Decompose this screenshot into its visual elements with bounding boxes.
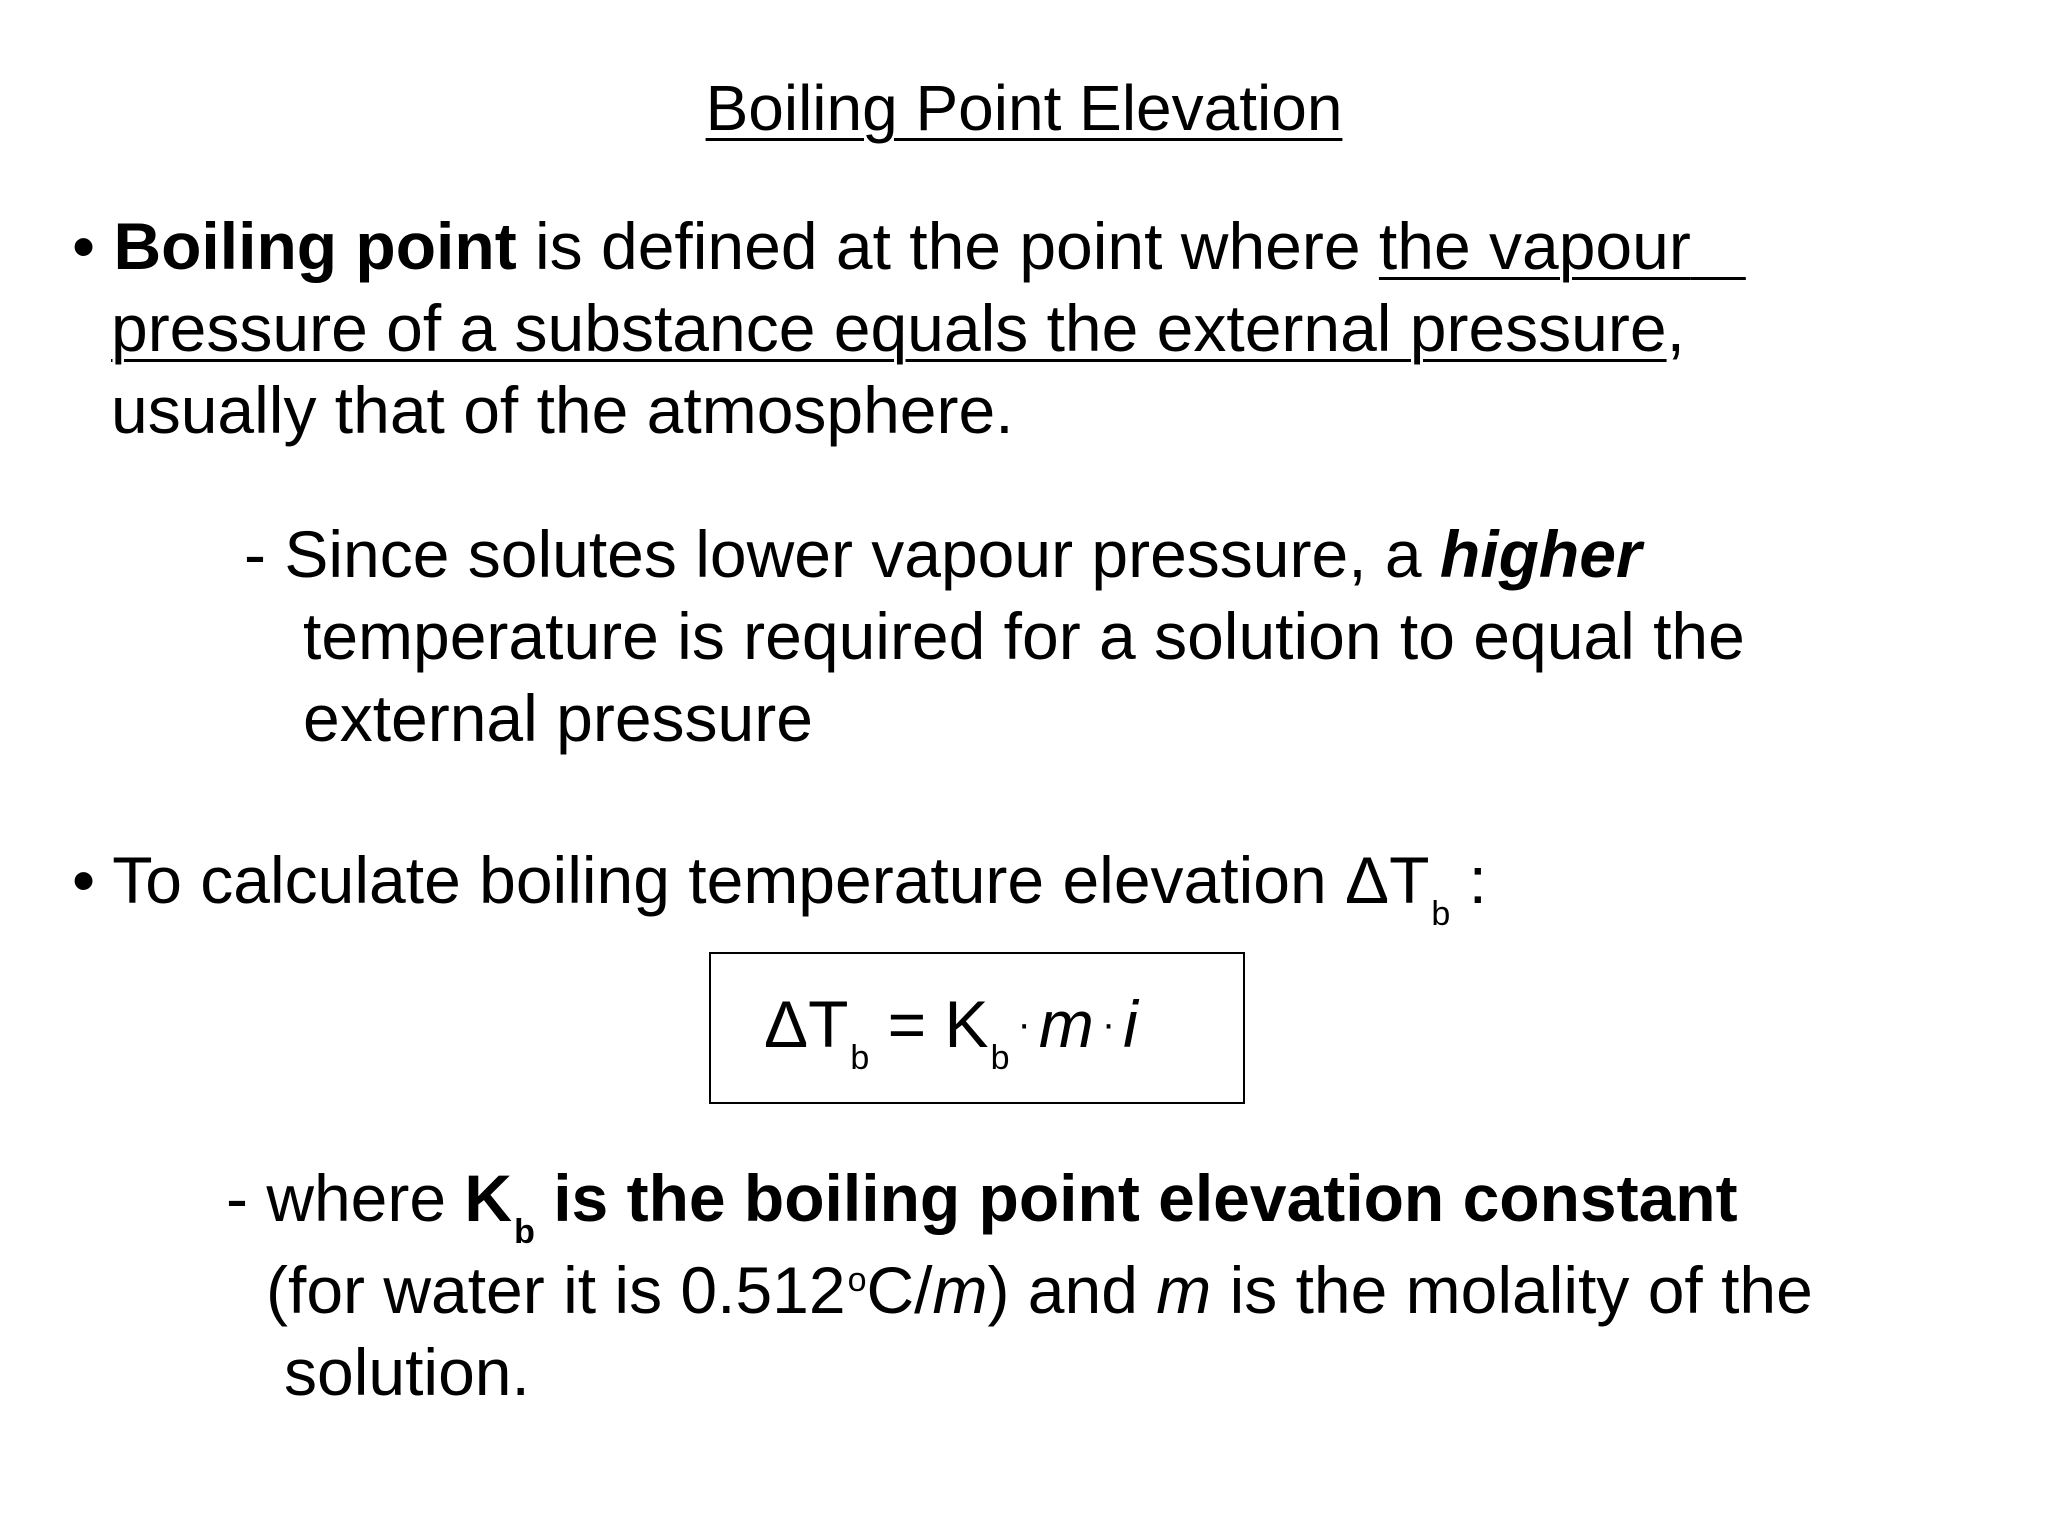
formula-m: m [1038, 987, 1094, 1061]
slide-title-text: Boiling Point Elevation [705, 72, 1343, 144]
sub2-line2-c: ) and [987, 1253, 1157, 1327]
bullet1-text2: , [1666, 291, 1685, 365]
sub2-line2-a: (for water it is 0.512 [266, 1253, 846, 1327]
bullet1-underlined1: the vapour [1378, 209, 1691, 283]
bullet2-text: To calculate boiling temperature elevation ΔT [95, 843, 1430, 917]
sub2-k: K [464, 1161, 513, 1235]
bullet2-line [72, 840, 1487, 932]
formula-k-sub: b [990, 1039, 1010, 1077]
higher-emphasis: higher [1439, 517, 1642, 591]
sub2-bold-rest: is the boiling point elevation constant [534, 1161, 1738, 1235]
slide-title [0, 68, 2048, 148]
sub1-line1 [244, 514, 1642, 594]
bullet2-colon: : [1450, 843, 1487, 917]
sub1-text1: Since solutes lower vapour pressure, a [284, 517, 1440, 591]
bullet1-line3: usually that of the atmosphere. [111, 373, 1014, 447]
sub2-m: m [1156, 1253, 1212, 1327]
sub2-line2-d: is the molality of the [1211, 1253, 1813, 1327]
formula-i: i [1123, 987, 1138, 1061]
sub1-dash: - [244, 517, 285, 591]
bullet1-underlined2: pressure of a substance equals the external pressure [111, 291, 1667, 365]
bullet2-marker: • [72, 843, 96, 917]
sub2-k-sub: b [514, 1213, 535, 1251]
boiling-point-term: Boiling point [113, 209, 517, 283]
sub2-line2 [266, 1250, 1813, 1342]
sub2-line1 [226, 1158, 1738, 1250]
sub2-line3: solution. [284, 1335, 530, 1409]
formula-lhs: ΔT [764, 987, 849, 1061]
formula [764, 984, 1138, 1076]
bullet-marker: • [72, 209, 96, 283]
sub1-line3: external pressure [303, 681, 813, 755]
sub2-m-unit: m [932, 1253, 988, 1327]
bullet1-line1 [72, 206, 1746, 286]
bullet1-line2 [111, 288, 1685, 368]
formula-lhs-sub: b [850, 1039, 870, 1077]
sub2-dash: - where [226, 1161, 465, 1235]
sub1-line2: temperature is required for a solution to equal the [303, 599, 1745, 673]
underline-trailing-space [1691, 209, 1746, 283]
formula-equals-k: = K [869, 987, 989, 1061]
bullet2-subscript: b [1431, 895, 1451, 933]
degree-sup: o [847, 1261, 867, 1299]
formula-dot-1: · [1017, 1002, 1031, 1046]
sub2-line2-b: C/ [866, 1253, 933, 1327]
bullet1-text1: is defined at the point where [516, 209, 1379, 283]
formula-dot-2: · [1101, 1002, 1116, 1046]
